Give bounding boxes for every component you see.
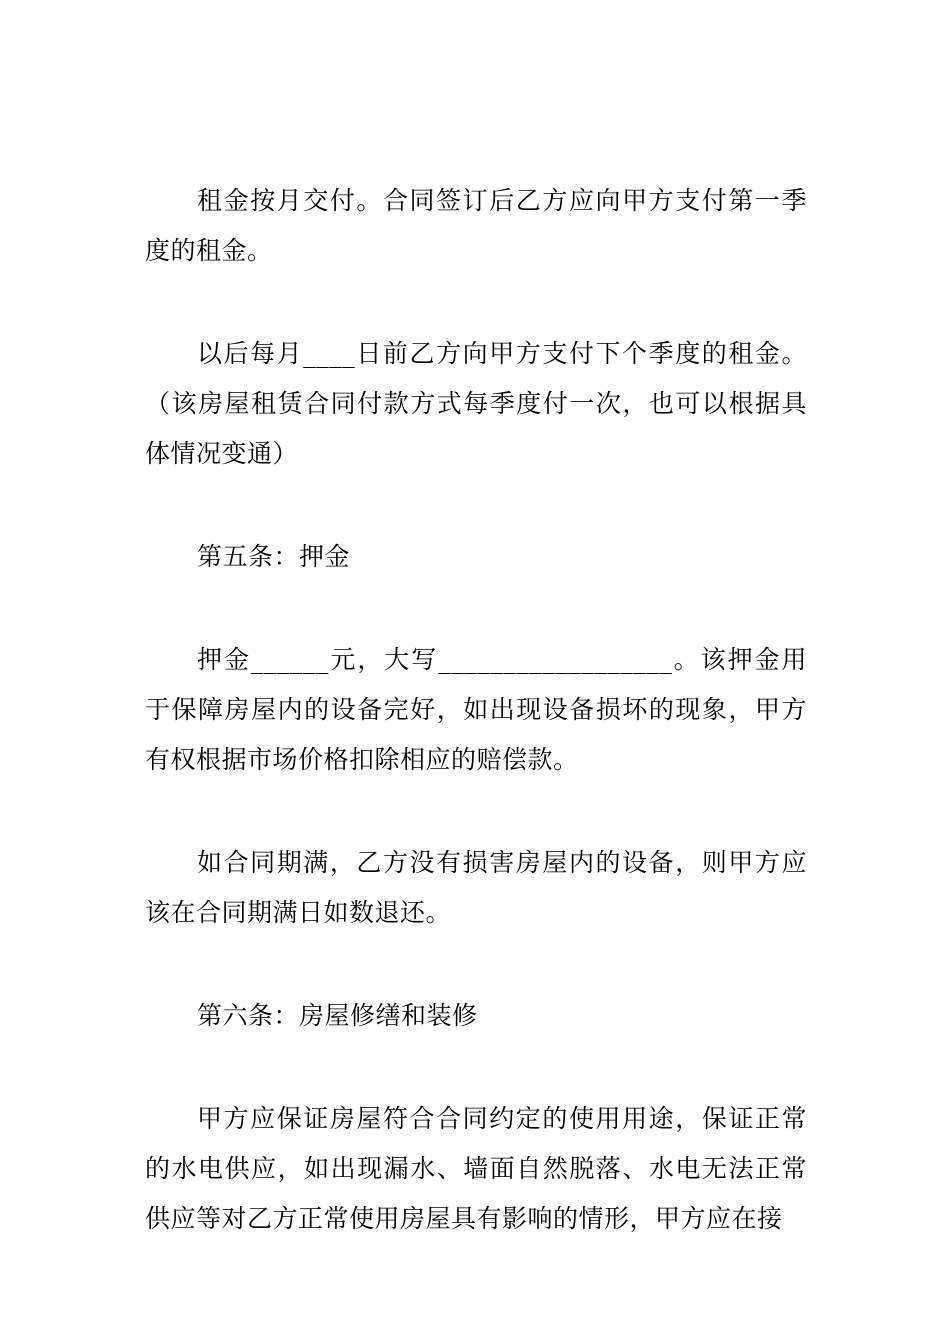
paragraph-rent-payment: 租金按月交付。合同签订后乙方应向甲方支付第一季度的租金。 xyxy=(145,186,807,265)
paragraph-gap xyxy=(145,938,807,991)
paragraph-quarterly-payment: 以后每月____日前乙方向甲方支付下个季度的租金。（该房屋租赁合同付款方式每季度付一次，也可以根据具体情况变通） xyxy=(145,339,807,468)
paragraph-repairs: 甲方应保证房屋符合合同约定的使用用途，保证正常的水电供应，如出现漏水、墙面自然脱落、水电无法正常供应等对乙方正常使用房屋具有影响的情形，甲方应在接 xyxy=(145,1104,807,1233)
paragraph-gap xyxy=(145,582,807,635)
article-six-heading: 第六条：房屋修缮和装修 xyxy=(197,1001,478,1030)
paragraph-gap xyxy=(145,785,807,838)
article-five-heading: 第五条：押金 xyxy=(197,542,351,571)
paragraph-deposit: 押金______元，大写__________________。该押金用于保障房屋内的设备完好，如出现设备损坏的现象，甲方有权根据市场价格扣除相应的赔偿款。 xyxy=(145,645,807,774)
document-page xyxy=(145,176,807,1244)
paragraph-gap xyxy=(145,276,807,329)
paragraph-gap xyxy=(145,1041,807,1094)
paragraph-gap xyxy=(145,479,807,532)
paragraph-deposit-refund: 如合同期满，乙方没有损害房屋内的设备，则甲方应该在合同期满日如数退还。 xyxy=(145,848,807,927)
